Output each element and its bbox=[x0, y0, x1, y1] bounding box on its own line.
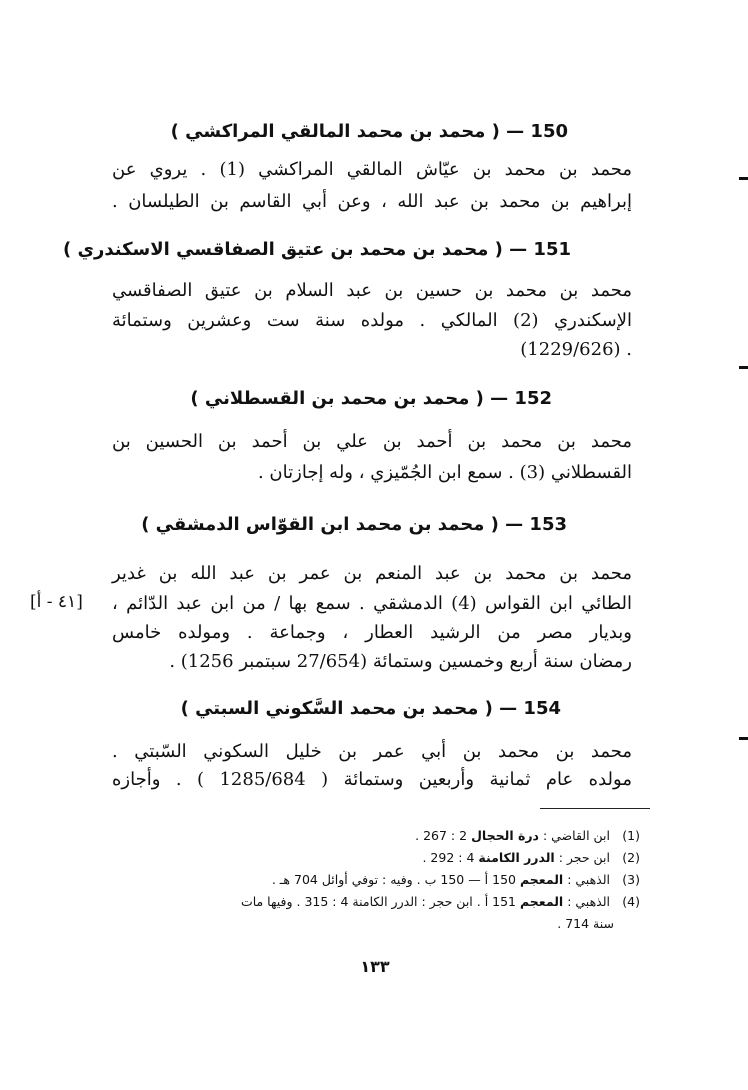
entry-text-line: الطائي ابن القواس (4) الدمشقي . سمع بها / من ابن عبد الدّائم ، bbox=[112, 593, 632, 614]
footnote-detail: 150 أ — 150 ب . وفيه : توفي أوائل 704 هـ . bbox=[271, 872, 516, 887]
footnote-continuation: سنة 714 . bbox=[557, 916, 614, 931]
entry-text-line: القسطلاني (3) . سمع ابن الجُمّيزي ، وله إجازتان . bbox=[257, 462, 632, 483]
footnote bbox=[415, 826, 640, 846]
footnote-separator bbox=[540, 808, 650, 809]
entry-text-line: إبراهيم بن محمد بن عبد الله ، وعن أبي القاسم بن الطيلسان . bbox=[112, 191, 632, 212]
entry-heading: 151 — ( محمد بن محمد بن عتيق الصفاقسي الاسكندري ) bbox=[62, 239, 571, 260]
footnote-source: الذهبي : bbox=[567, 872, 611, 887]
scan-edge-mark bbox=[739, 737, 748, 740]
entry-text-line: محمد بن محمد بن حسين بن عبد السلام بن عتيق الصفاقسي bbox=[112, 280, 632, 301]
footnote-title: الدرر الكامنة bbox=[478, 850, 555, 865]
footnote-source: ابن القاضي : bbox=[542, 828, 611, 843]
entry-text-line: محمد بن محمد بن عيّاش المالقي المراكشي (1) . يروي عن bbox=[112, 159, 632, 180]
footnote-number: (3) bbox=[622, 872, 640, 887]
footnote-source: الذهبي : bbox=[567, 894, 611, 909]
footnote bbox=[241, 892, 640, 912]
entry-text-line: رمضان سنة أربع وخمسين وستمائة (27/654 سبتمبر 1256) . bbox=[169, 651, 632, 672]
footnote-number: (2) bbox=[622, 850, 640, 865]
page-number: ١٣٣ bbox=[360, 957, 390, 976]
footnote bbox=[272, 870, 640, 890]
entry-text-line: الإسكندري (2) المالكي . مولده سنة ست وعشرين وستمائة bbox=[112, 310, 632, 331]
entry-heading: 150 — ( محمد بن محمد المالقي المراكشي ) bbox=[170, 121, 568, 142]
footnote-number: (4) bbox=[622, 894, 640, 909]
footnote-detail: 151 أ . ابن حجر : الدرر الكامنة 4 : 315 . وفيها مات bbox=[240, 894, 516, 909]
footnote-detail: 4 : 292 . bbox=[422, 850, 475, 865]
entry-heading: 154 — ( محمد بن محمد السَّكوني السبتي ) bbox=[180, 698, 561, 719]
footnote-detail: 2 : 267 . bbox=[415, 828, 468, 843]
entry-text-line: محمد بن محمد بن أبي عمر بن خليل السكوني السّبتي . bbox=[112, 741, 633, 762]
manuscript-folio-note: [٤١ - أ] bbox=[30, 592, 83, 612]
entry-text-line: . (1229/626) bbox=[520, 339, 632, 360]
footnote-title: درة الحجال bbox=[471, 828, 539, 843]
entry-text-line: مولده عام ثمانية وأربعين وستمائة ( 1285/684 ) . وأجازه bbox=[112, 769, 632, 790]
entry-text-line: وبديار مصر من الرشيد العطار ، وجماعة . ومولده خامس bbox=[112, 622, 632, 643]
footnote-title: المعجم bbox=[519, 872, 564, 887]
footnote bbox=[422, 848, 640, 868]
scan-edge-mark bbox=[739, 366, 748, 369]
entry-heading: 152 — ( محمد بن محمد بن القسطلاني ) bbox=[190, 388, 552, 409]
footnote-number: (1) bbox=[622, 828, 640, 843]
scan-edge-mark bbox=[739, 177, 748, 180]
entry-heading: 153 — ( محمد بن محمد ابن القوّاس الدمشقي ) bbox=[141, 514, 567, 535]
entry-text-line: محمد بن محمد بن أحمد بن علي بن أحمد بن الحسين بن bbox=[112, 431, 632, 452]
footnote-title: المعجم bbox=[519, 894, 564, 909]
footnote-source: ابن حجر : bbox=[558, 850, 611, 865]
entry-text-line: محمد بن محمد بن عبد المنعم بن عمر بن عبد الله بن غدير bbox=[112, 563, 632, 584]
